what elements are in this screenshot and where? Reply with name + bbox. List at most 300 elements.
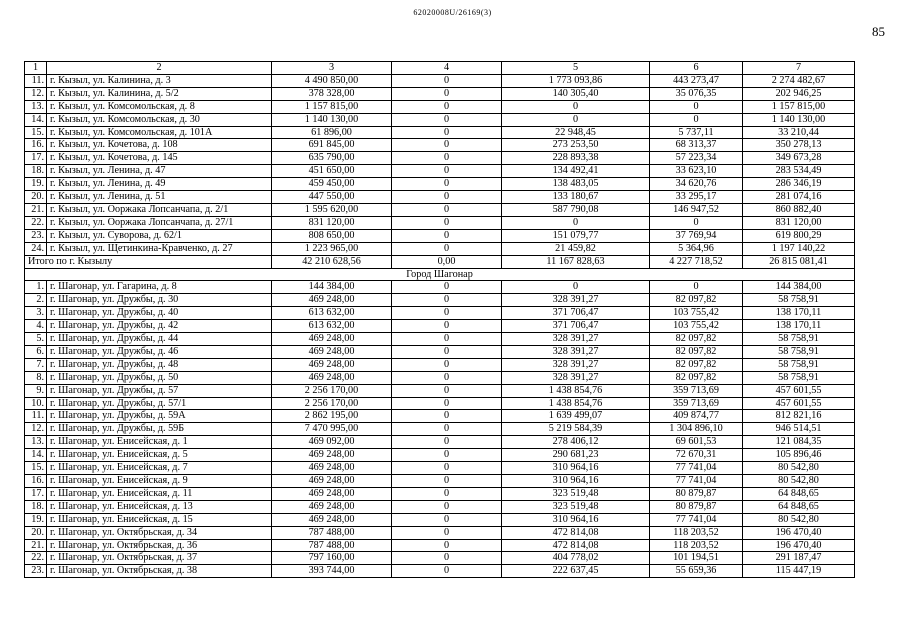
value-cell-4: 0 — [392, 100, 502, 113]
table-row — [25, 333, 855, 346]
value-cell-4: 0 — [392, 436, 502, 449]
value-cell-4: 0 — [392, 126, 502, 139]
row-number: 13. — [25, 100, 47, 113]
table-row — [25, 191, 855, 204]
value-cell-6: 82 097,82 — [650, 358, 743, 371]
value-cell-7: 1 140 130,00 — [743, 113, 855, 126]
value-cell-4: 0 — [392, 191, 502, 204]
row-number: 22. — [25, 552, 47, 565]
value-cell-3: 613 632,00 — [272, 307, 392, 320]
column-header: 4 — [392, 62, 502, 75]
value-cell-3: 393 744,00 — [272, 565, 392, 578]
value-cell-5: 310 964,16 — [502, 513, 650, 526]
address-cell: г. Кызыл, ул. Кочетова, д. 108 — [47, 139, 272, 152]
value-cell-4: 0 — [392, 565, 502, 578]
value-cell-4: 0 — [392, 242, 502, 255]
value-cell-3: 808 650,00 — [272, 229, 392, 242]
value-cell-4: 0 — [392, 281, 502, 294]
row-number: 11. — [25, 410, 47, 423]
value-cell-4: 0 — [392, 397, 502, 410]
row-number: 18. — [25, 500, 47, 513]
address-cell: г. Шагонар, ул. Енисейская, д. 7 — [47, 462, 272, 475]
value-cell-3: 613 632,00 — [272, 320, 392, 333]
table-row — [25, 320, 855, 333]
value-cell-6: 1 304 896,10 — [650, 423, 743, 436]
table-row — [25, 242, 855, 255]
value-cell-7: 105 896,46 — [743, 449, 855, 462]
value-cell-6: 0 — [650, 100, 743, 113]
column-header: 3 — [272, 62, 392, 75]
table-row — [25, 565, 855, 578]
row-number: 21. — [25, 539, 47, 552]
value-cell-5: 1 773 093,86 — [502, 74, 650, 87]
value-cell-4: 0 — [392, 229, 502, 242]
value-cell-7: 281 074,16 — [743, 191, 855, 204]
value-cell-4: 0 — [392, 462, 502, 475]
value-cell-7: 619 800,29 — [743, 229, 855, 242]
value-cell-5: 5 219 584,39 — [502, 423, 650, 436]
value-cell-3: 469 248,00 — [272, 475, 392, 488]
value-cell-3: 469 248,00 — [272, 449, 392, 462]
table-row — [25, 539, 855, 552]
value-cell-3: 787 488,00 — [272, 526, 392, 539]
value-cell-5: 151 079,77 — [502, 229, 650, 242]
value-cell-4: 0 — [392, 552, 502, 565]
value-cell-7: 812 821,16 — [743, 410, 855, 423]
value-cell-6: 68 313,37 — [650, 139, 743, 152]
value-cell-6: 34 620,76 — [650, 178, 743, 191]
value-cell-3: 635 790,00 — [272, 152, 392, 165]
value-cell-7: 946 514,51 — [743, 423, 855, 436]
value-cell-5: 587 790,08 — [502, 203, 650, 216]
row-number: 5. — [25, 333, 47, 346]
value-cell-4: 0 — [392, 345, 502, 358]
table-row — [25, 462, 855, 475]
value-cell-4: 0 — [392, 358, 502, 371]
value-cell-7: 58 758,91 — [743, 294, 855, 307]
column-header: 1 — [25, 62, 47, 75]
value-cell-5: 404 778,02 — [502, 552, 650, 565]
value-cell-4: 0 — [392, 513, 502, 526]
address-cell: г. Кызыл, ул. Ооржака Лопсанчапа, д. 27/1 — [47, 216, 272, 229]
value-cell-4: 0 — [392, 475, 502, 488]
table-row — [25, 165, 855, 178]
value-cell-3: 1 140 130,00 — [272, 113, 392, 126]
value-cell-3: 469 248,00 — [272, 462, 392, 475]
value-cell-6: 69 601,53 — [650, 436, 743, 449]
section-title: Город Шагонар — [25, 268, 855, 281]
value-cell-4: 0 — [392, 371, 502, 384]
value-cell-3: 469 092,00 — [272, 436, 392, 449]
value-cell-3: 691 845,00 — [272, 139, 392, 152]
value-cell-5: 133 180,67 — [502, 191, 650, 204]
value-cell-6: 77 741,04 — [650, 462, 743, 475]
value-cell-6: 80 879,87 — [650, 500, 743, 513]
total-label: Итого по г. Кызылу — [25, 255, 272, 268]
document-code: 62020008U/26169(3) — [413, 8, 492, 17]
value-cell-6: 82 097,82 — [650, 333, 743, 346]
address-cell: г. Шагонар, ул. Гагарина, д. 8 — [47, 281, 272, 294]
table-row — [25, 74, 855, 87]
row-number: 16. — [25, 475, 47, 488]
value-cell-7: 138 170,11 — [743, 320, 855, 333]
address-cell: г. Шагонар, ул. Дружбы, д. 57/1 — [47, 397, 272, 410]
value-cell-5: 222 637,45 — [502, 565, 650, 578]
row-number: 13. — [25, 436, 47, 449]
total-row — [25, 255, 855, 268]
row-number: 17. — [25, 487, 47, 500]
value-cell-6: 0 — [650, 281, 743, 294]
address-cell: г. Кызыл, ул. Комсомольская, д. 8 — [47, 100, 272, 113]
table-row — [25, 397, 855, 410]
value-cell-7: 33 210,44 — [743, 126, 855, 139]
value-cell-3: 469 248,00 — [272, 500, 392, 513]
value-cell-3: 469 248,00 — [272, 513, 392, 526]
value-cell-5: 328 391,27 — [502, 358, 650, 371]
value-cell-5: 323 519,48 — [502, 500, 650, 513]
value-cell-5: 21 459,82 — [502, 242, 650, 255]
value-cell-5: 323 519,48 — [502, 487, 650, 500]
row-number: 19. — [25, 178, 47, 191]
address-cell: г. Кызыл, ул. Ленина, д. 49 — [47, 178, 272, 191]
row-number: 10. — [25, 397, 47, 410]
address-cell: г. Кызыл, ул. Кочетова, д. 145 — [47, 152, 272, 165]
row-number: 18. — [25, 165, 47, 178]
value-cell-6: 409 874,77 — [650, 410, 743, 423]
value-cell-7: 860 882,40 — [743, 203, 855, 216]
table-row — [25, 216, 855, 229]
row-number: 22. — [25, 216, 47, 229]
address-cell: г. Шагонар, ул. Енисейская, д. 1 — [47, 436, 272, 449]
value-cell-6: 146 947,52 — [650, 203, 743, 216]
address-cell: г. Кызыл, ул. Комсомольская, д. 101А — [47, 126, 272, 139]
value-cell-5: 0 — [502, 281, 650, 294]
row-number: 20. — [25, 526, 47, 539]
value-cell-5: 134 492,41 — [502, 165, 650, 178]
value-cell-5: 228 893,38 — [502, 152, 650, 165]
value-cell-5: 328 391,27 — [502, 371, 650, 384]
column-header: 2 — [47, 62, 272, 75]
value-cell-6: 359 713,69 — [650, 397, 743, 410]
value-cell-3: 7 470 995,00 — [272, 423, 392, 436]
value-cell-5: 1 438 854,76 — [502, 397, 650, 410]
column-header: 5 — [502, 62, 650, 75]
value-cell-3: 469 248,00 — [272, 333, 392, 346]
value-cell-4: 0 — [392, 294, 502, 307]
row-number: 4. — [25, 320, 47, 333]
row-number: 7. — [25, 358, 47, 371]
value-cell-4: 0 — [392, 113, 502, 126]
value-cell-3: 459 450,00 — [272, 178, 392, 191]
table-row — [25, 526, 855, 539]
value-cell-3: 2 256 170,00 — [272, 397, 392, 410]
value-cell-5: 273 253,50 — [502, 139, 650, 152]
row-number: 9. — [25, 384, 47, 397]
value-cell-3: 469 248,00 — [272, 371, 392, 384]
row-number: 20. — [25, 191, 47, 204]
address-cell: г. Шагонар, ул. Дружбы, д. 44 — [47, 333, 272, 346]
value-cell-6: 77 741,04 — [650, 513, 743, 526]
value-cell-5: 0 — [502, 113, 650, 126]
table-row — [25, 384, 855, 397]
address-cell: г. Шагонар, ул. Дружбы, д. 30 — [47, 294, 272, 307]
value-cell-3: 469 248,00 — [272, 294, 392, 307]
table-row — [25, 345, 855, 358]
address-cell: г. Шагонар, ул. Енисейская, д. 9 — [47, 475, 272, 488]
table-row — [25, 139, 855, 152]
value-cell-6: 55 659,36 — [650, 565, 743, 578]
address-cell: г. Шагонар, ул. Енисейская, д. 11 — [47, 487, 272, 500]
value-cell-5: 310 964,16 — [502, 475, 650, 488]
row-number: 11. — [25, 74, 47, 87]
table-row — [25, 449, 855, 462]
value-cell-4: 0 — [392, 320, 502, 333]
value-cell-6: 57 223,34 — [650, 152, 743, 165]
address-cell: г. Кызыл, ул. Калинина, д. 5/2 — [47, 87, 272, 100]
address-cell: г. Шагонар, ул. Дружбы, д. 46 — [47, 345, 272, 358]
value-cell-3: 787 488,00 — [272, 539, 392, 552]
value-cell-4: 0 — [392, 139, 502, 152]
value-cell-3: 1 595 620,00 — [272, 203, 392, 216]
value-cell-4: 0 — [392, 333, 502, 346]
value-cell-3: 451 650,00 — [272, 165, 392, 178]
value-cell-5: 138 483,05 — [502, 178, 650, 191]
value-cell-3: 4 490 850,00 — [272, 74, 392, 87]
value-cell-7: 457 601,55 — [743, 397, 855, 410]
value-cell-6: 33 623,10 — [650, 165, 743, 178]
value-cell-5: 328 391,27 — [502, 333, 650, 346]
value-cell-3: 469 248,00 — [272, 358, 392, 371]
row-number: 24. — [25, 242, 47, 255]
address-cell: г. Кызыл, ул. Ленина, д. 51 — [47, 191, 272, 204]
table-row — [25, 487, 855, 500]
value-cell-7: 64 848,65 — [743, 487, 855, 500]
table-row — [25, 513, 855, 526]
address-cell: г. Шагонар, ул. Дружбы, д. 40 — [47, 307, 272, 320]
value-cell-4: 0 — [392, 74, 502, 87]
row-number: 8. — [25, 371, 47, 384]
value-cell-7: 457 601,55 — [743, 384, 855, 397]
address-cell: г. Шагонар, ул. Дружбы, д. 59Б — [47, 423, 272, 436]
value-cell-5: 328 391,27 — [502, 345, 650, 358]
address-cell: г. Кызыл, ул. Калинина, д. 3 — [47, 74, 272, 87]
value-cell-7: 1 197 140,22 — [743, 242, 855, 255]
value-cell-4: 0 — [392, 307, 502, 320]
value-cell-7: 58 758,91 — [743, 333, 855, 346]
value-cell-5: 278 406,12 — [502, 436, 650, 449]
column-header: 6 — [650, 62, 743, 75]
row-number: 17. — [25, 152, 47, 165]
address-cell: г. Кызыл, ул. Суворова, д. 62/1 — [47, 229, 272, 242]
value-cell-5: 371 706,47 — [502, 320, 650, 333]
value-cell-6: 72 670,31 — [650, 449, 743, 462]
value-cell-7: 283 534,49 — [743, 165, 855, 178]
value-cell-3: 1 157 815,00 — [272, 100, 392, 113]
table-row — [25, 113, 855, 126]
value-cell-6: 37 769,94 — [650, 229, 743, 242]
value-cell-3: 61 896,00 — [272, 126, 392, 139]
address-cell: г. Кызыл, ул. Комсомольская, д. 30 — [47, 113, 272, 126]
value-cell-6: 118 203,52 — [650, 526, 743, 539]
value-cell-3: 1 223 965,00 — [272, 242, 392, 255]
row-number: 12. — [25, 87, 47, 100]
value-cell-6: 103 755,42 — [650, 320, 743, 333]
row-number: 15. — [25, 126, 47, 139]
address-cell: г. Шагонар, ул. Дружбы, д. 50 — [47, 371, 272, 384]
address-cell: г. Кызыл, ул. Ленина, д. 47 — [47, 165, 272, 178]
value-cell-6: 82 097,82 — [650, 294, 743, 307]
value-cell-6: 359 713,69 — [650, 384, 743, 397]
value-cell-6: 5 364,96 — [650, 242, 743, 255]
value-cell-5: 22 948,45 — [502, 126, 650, 139]
address-cell: г. Шагонар, ул. Дружбы, д. 42 — [47, 320, 272, 333]
address-cell: г. Кызыл, ул. Ооржака Лопсанчапа, д. 2/1 — [47, 203, 272, 216]
row-number: 2. — [25, 294, 47, 307]
table-row — [25, 294, 855, 307]
table-row — [25, 410, 855, 423]
section-row — [25, 268, 855, 281]
address-cell: г. Шагонар, ул. Дружбы, д. 48 — [47, 358, 272, 371]
value-cell-3: 469 248,00 — [272, 487, 392, 500]
row-number: 6. — [25, 345, 47, 358]
total-value-4: 0,00 — [392, 255, 502, 268]
housing-repair-table — [24, 61, 855, 578]
row-number: 23. — [25, 229, 47, 242]
value-cell-3: 831 120,00 — [272, 216, 392, 229]
value-cell-6: 35 076,35 — [650, 87, 743, 100]
value-cell-4: 0 — [392, 87, 502, 100]
value-cell-3: 797 160,00 — [272, 552, 392, 565]
row-number: 15. — [25, 462, 47, 475]
value-cell-4: 0 — [392, 487, 502, 500]
value-cell-7: 196 470,40 — [743, 539, 855, 552]
table-row — [25, 552, 855, 565]
value-cell-5: 1 438 854,76 — [502, 384, 650, 397]
value-cell-6: 77 741,04 — [650, 475, 743, 488]
value-cell-3: 2 256 170,00 — [272, 384, 392, 397]
value-cell-5: 0 — [502, 216, 650, 229]
table-row — [25, 436, 855, 449]
column-header: 7 — [743, 62, 855, 75]
table-row — [25, 475, 855, 488]
value-cell-7: 349 673,28 — [743, 152, 855, 165]
value-cell-6: 33 295,17 — [650, 191, 743, 204]
value-cell-7: 115 447,19 — [743, 565, 855, 578]
table-row — [25, 203, 855, 216]
row-number: 1. — [25, 281, 47, 294]
value-cell-6: 0 — [650, 216, 743, 229]
value-cell-7: 80 542,80 — [743, 513, 855, 526]
value-cell-6: 101 194,51 — [650, 552, 743, 565]
total-value-7: 26 815 081,41 — [743, 255, 855, 268]
column-header-row — [25, 62, 855, 75]
value-cell-5: 328 391,27 — [502, 294, 650, 307]
value-cell-4: 0 — [392, 500, 502, 513]
value-cell-3: 469 248,00 — [272, 345, 392, 358]
row-number: 14. — [25, 113, 47, 126]
value-cell-6: 82 097,82 — [650, 345, 743, 358]
value-cell-7: 138 170,11 — [743, 307, 855, 320]
value-cell-4: 0 — [392, 410, 502, 423]
value-cell-5: 472 814,08 — [502, 526, 650, 539]
value-cell-7: 196 470,40 — [743, 526, 855, 539]
value-cell-6: 118 203,52 — [650, 539, 743, 552]
value-cell-4: 0 — [392, 449, 502, 462]
address-cell: г. Шагонар, ул. Енисейская, д. 13 — [47, 500, 272, 513]
value-cell-3: 378 328,00 — [272, 87, 392, 100]
value-cell-7: 58 758,91 — [743, 345, 855, 358]
address-cell: г. Шагонар, ул. Дружбы, д. 57 — [47, 384, 272, 397]
value-cell-6: 82 097,82 — [650, 371, 743, 384]
value-cell-6: 5 737,11 — [650, 126, 743, 139]
table-row — [25, 423, 855, 436]
page-number: 85 — [872, 24, 885, 39]
value-cell-5: 310 964,16 — [502, 462, 650, 475]
value-cell-6: 0 — [650, 113, 743, 126]
address-cell: г. Шагонар, ул. Октябрьская, д. 37 — [47, 552, 272, 565]
value-cell-6: 103 755,42 — [650, 307, 743, 320]
value-cell-7: 350 278,13 — [743, 139, 855, 152]
total-value-6: 4 227 718,52 — [650, 255, 743, 268]
row-number: 23. — [25, 565, 47, 578]
value-cell-7: 58 758,91 — [743, 358, 855, 371]
value-cell-6: 443 273,47 — [650, 74, 743, 87]
value-cell-7: 291 187,47 — [743, 552, 855, 565]
table-row — [25, 371, 855, 384]
value-cell-7: 144 384,00 — [743, 281, 855, 294]
table-row — [25, 307, 855, 320]
value-cell-3: 2 862 195,00 — [272, 410, 392, 423]
value-cell-5: 472 814,08 — [502, 539, 650, 552]
value-cell-4: 0 — [392, 539, 502, 552]
address-cell: г. Шагонар, ул. Енисейская, д. 15 — [47, 513, 272, 526]
value-cell-4: 0 — [392, 384, 502, 397]
value-cell-4: 0 — [392, 165, 502, 178]
table-row — [25, 358, 855, 371]
value-cell-5: 0 — [502, 100, 650, 113]
value-cell-7: 121 084,35 — [743, 436, 855, 449]
value-cell-7: 64 848,65 — [743, 500, 855, 513]
address-cell: г. Кызыл, ул. Щетинкина-Кравченко, д. 27 — [47, 242, 272, 255]
value-cell-5: 140 305,40 — [502, 87, 650, 100]
table-row — [25, 178, 855, 191]
value-cell-3: 144 384,00 — [272, 281, 392, 294]
value-cell-7: 2 274 482,67 — [743, 74, 855, 87]
table-row — [25, 152, 855, 165]
table-row — [25, 100, 855, 113]
value-cell-4: 0 — [392, 178, 502, 191]
row-number: 19. — [25, 513, 47, 526]
total-value-3: 42 210 628,56 — [272, 255, 392, 268]
value-cell-5: 371 706,47 — [502, 307, 650, 320]
value-cell-5: 290 681,23 — [502, 449, 650, 462]
address-cell: г. Шагонар, ул. Енисейская, д. 5 — [47, 449, 272, 462]
value-cell-7: 80 542,80 — [743, 462, 855, 475]
row-number: 3. — [25, 307, 47, 320]
table-row — [25, 126, 855, 139]
table-row — [25, 87, 855, 100]
value-cell-4: 0 — [392, 152, 502, 165]
value-cell-7: 1 157 815,00 — [743, 100, 855, 113]
value-cell-4: 0 — [392, 216, 502, 229]
value-cell-7: 202 946,25 — [743, 87, 855, 100]
value-cell-7: 831 120,00 — [743, 216, 855, 229]
address-cell: г. Шагонар, ул. Октябрьская, д. 36 — [47, 539, 272, 552]
table-row — [25, 229, 855, 242]
row-number: 14. — [25, 449, 47, 462]
value-cell-7: 286 346,19 — [743, 178, 855, 191]
row-number: 12. — [25, 423, 47, 436]
